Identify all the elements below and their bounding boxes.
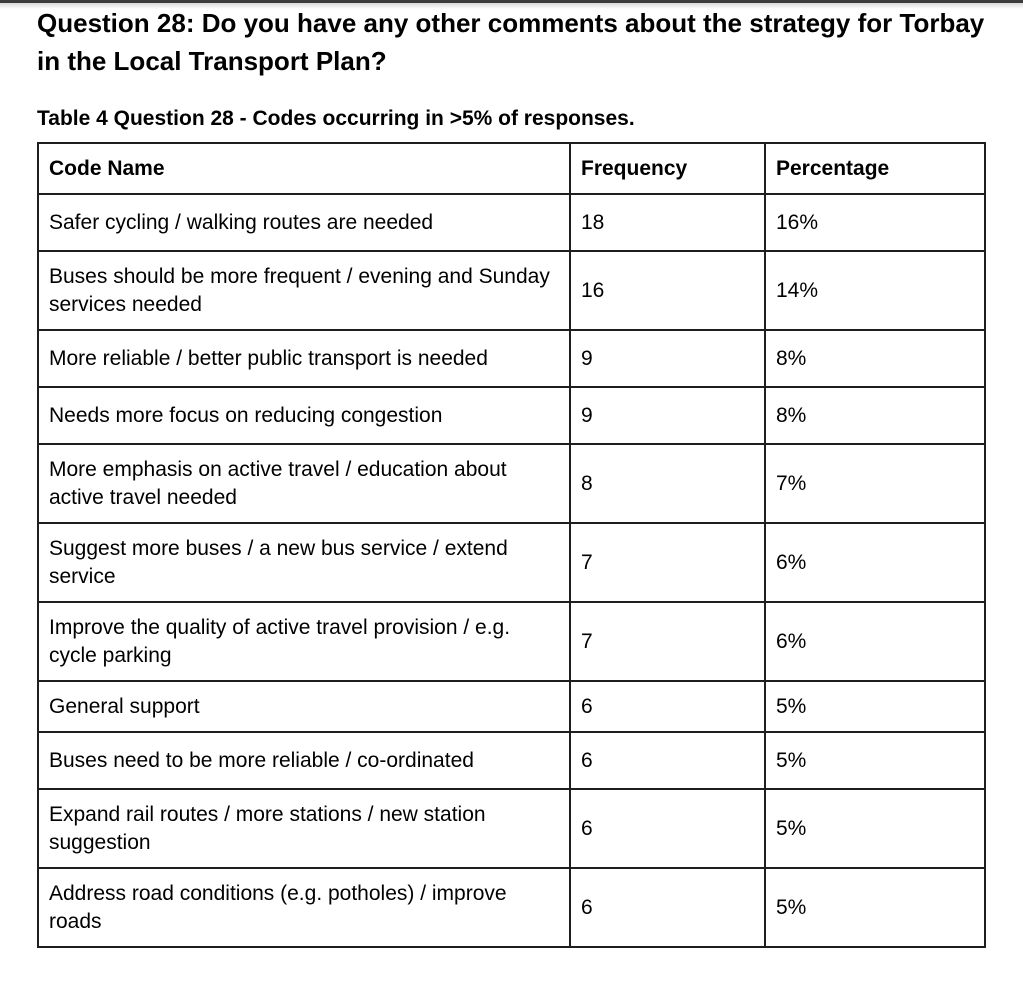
column-header-percentage: Percentage: [765, 143, 985, 194]
frequency-cell: 6: [570, 732, 765, 789]
table-row: [38, 387, 985, 444]
code-name-cell: Buses need to be more reliable / co-ordinated: [38, 732, 570, 789]
code-name-cell: General support: [38, 681, 570, 732]
code-name-cell: More emphasis on active travel / education about active travel needed: [38, 444, 570, 523]
code-name-cell: Expand rail routes / more stations / new station suggestion: [38, 789, 570, 868]
frequency-cell: 7: [570, 523, 765, 602]
table-row: [38, 681, 985, 732]
percentage-cell: 5%: [765, 868, 985, 947]
code-name-cell: Address road conditions (e.g. potholes) / improve roads: [38, 868, 570, 947]
table-header-row: [38, 143, 985, 194]
frequency-cell: 6: [570, 789, 765, 868]
table-row: [38, 194, 985, 251]
table-row: [38, 523, 985, 602]
percentage-cell: 16%: [765, 194, 985, 251]
code-name-cell: Needs more focus on reducing congestion: [38, 387, 570, 444]
code-name-cell: Improve the quality of active travel provision / e.g. cycle parking: [38, 602, 570, 681]
percentage-cell: 6%: [765, 602, 985, 681]
code-name-cell: Buses should be more frequent / evening and Sunday services needed: [38, 251, 570, 330]
table-row: [38, 732, 985, 789]
table-row: [38, 789, 985, 868]
codes-table: [37, 142, 986, 948]
frequency-cell: 6: [570, 868, 765, 947]
table-row: [38, 330, 985, 387]
percentage-cell: 6%: [765, 523, 985, 602]
percentage-cell: 14%: [765, 251, 985, 330]
column-header-code-name: Code Name: [38, 143, 570, 194]
table-row: [38, 868, 985, 947]
percentage-cell: 8%: [765, 387, 985, 444]
code-name-cell: Safer cycling / walking routes are needed: [38, 194, 570, 251]
percentage-cell: 7%: [765, 444, 985, 523]
frequency-cell: 16: [570, 251, 765, 330]
frequency-cell: 6: [570, 681, 765, 732]
column-header-frequency: Frequency: [570, 143, 765, 194]
percentage-cell: 5%: [765, 732, 985, 789]
percentage-cell: 5%: [765, 789, 985, 868]
code-name-cell: More reliable / better public transport is needed: [38, 330, 570, 387]
code-name-cell: Suggest more buses / a new bus service / extend service: [38, 523, 570, 602]
frequency-cell: 18: [570, 194, 765, 251]
table-row: [38, 251, 985, 330]
frequency-cell: 8: [570, 444, 765, 523]
percentage-cell: 8%: [765, 330, 985, 387]
frequency-cell: 9: [570, 387, 765, 444]
question-heading: Question 28: Do you have any other comments about the strategy for Torbay in the Local Transport Plan?: [37, 8, 985, 76]
table-row: [38, 602, 985, 681]
frequency-cell: 7: [570, 602, 765, 681]
table-row: [38, 444, 985, 523]
table-caption: Table 4 Question 28 - Codes occurring in >5% of responses.: [37, 107, 635, 130]
frequency-cell: 9: [570, 330, 765, 387]
percentage-cell: 5%: [765, 681, 985, 732]
